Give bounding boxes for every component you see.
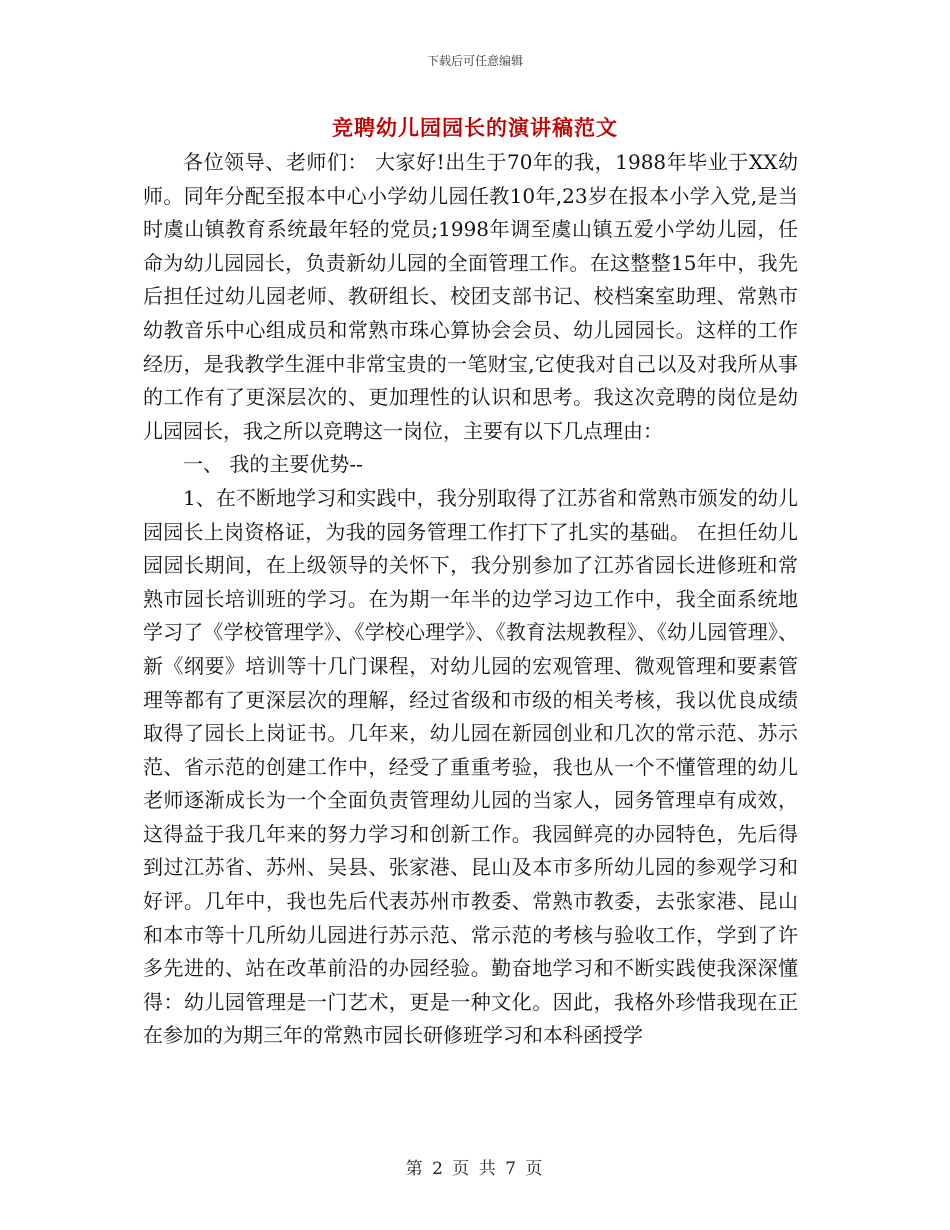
section-heading: 一、 我的主要优势-- — [183, 452, 363, 477]
paragraph-intro: 各位领导、老师们： 大家好!出生于70年的我，1988年毕业于XX幼师。同年分配至报本中心小学幼儿园任教10年,23岁在报本小学入党,是当时虞山镇教育系统最年轻的党员;1998年调至虞山镇五爱小学幼儿园，任命为幼儿园园长，负责新幼儿园的全面管理工作。在这整整15年中，我先后担任过幼儿园老师、教研组长、校团支部书记、校档案室助理、常熟市幼教音乐中心组成员和常熟市珠心算协会会员、幼儿园园长。这样的工作经历，是我教学生涯中非常宝贵的一笔财宝,它使我对自己以及对我所从事的工作有了更深层次的、更加理性的认识和思考。我这次竞聘的岗位是幼儿园园长，我之所以竞聘这一岗位，主要有以下几点理由： — [143, 150, 798, 443]
document-title: 竞聘幼儿园园长的演讲稿范文 — [332, 115, 618, 140]
page-header: 下载后可任意编辑 — [426, 54, 523, 68]
document-body — [143, 146, 798, 1053]
page-number: 第 2 页 共 7 页 — [405, 1159, 545, 1179]
paragraph-advantage-1: 1、在不断地学习和实践中，我分别取得了江苏省和常熟市颁发的幼儿园园长上岗资格证，为我的园务管理工作打下了扎实的基础。 在担任幼儿园园长期间，在上级领导的关怀下，我分别参加了江苏省园长进修班和常熟市园长培训班的学习。在为期一年半的边学习边工作中，我全面系统地学习了《学校管理学》、《学校心理学》、《教育法规教程》、《幼儿园管理》、新《纲要》培训等十几门课程，对幼儿园的宏观管理、微观管理和要素管理等都有了更深层次的理解，经过省级和市级的相关考核，我以优良成绩取得了园长上岗证书。几年来，幼儿园在新园创业和几次的常示范、苏示范、省示范的创建工作中，经受了重重考验，我也从一个不懂管理的幼儿老师逐渐成长为一个全面负责管理幼儿园的当家人，园务管理卓有成效，这得益于我几年来的努力学习和创新工作。我园鲜亮的办园特色，先后得到过江苏省、苏州、吴县、张家港、昆山及本市多所幼儿园的参观学习和好评。几年中，我也先后代表苏州市教委、常熟市教委，去张家港、昆山和本市等十几所幼儿园进行苏示范、常示范的考核与验收工作，学到了许多先进的、站在改革前沿的办园经验。勤奋地学习和不断实践使我深深懂得：幼儿园管理是一门艺术，更是一种文化。因此，我格外珍惜我现在正在参加的为期三年的常熟市园长研修班学习和本科函授学 — [143, 485, 798, 1048]
